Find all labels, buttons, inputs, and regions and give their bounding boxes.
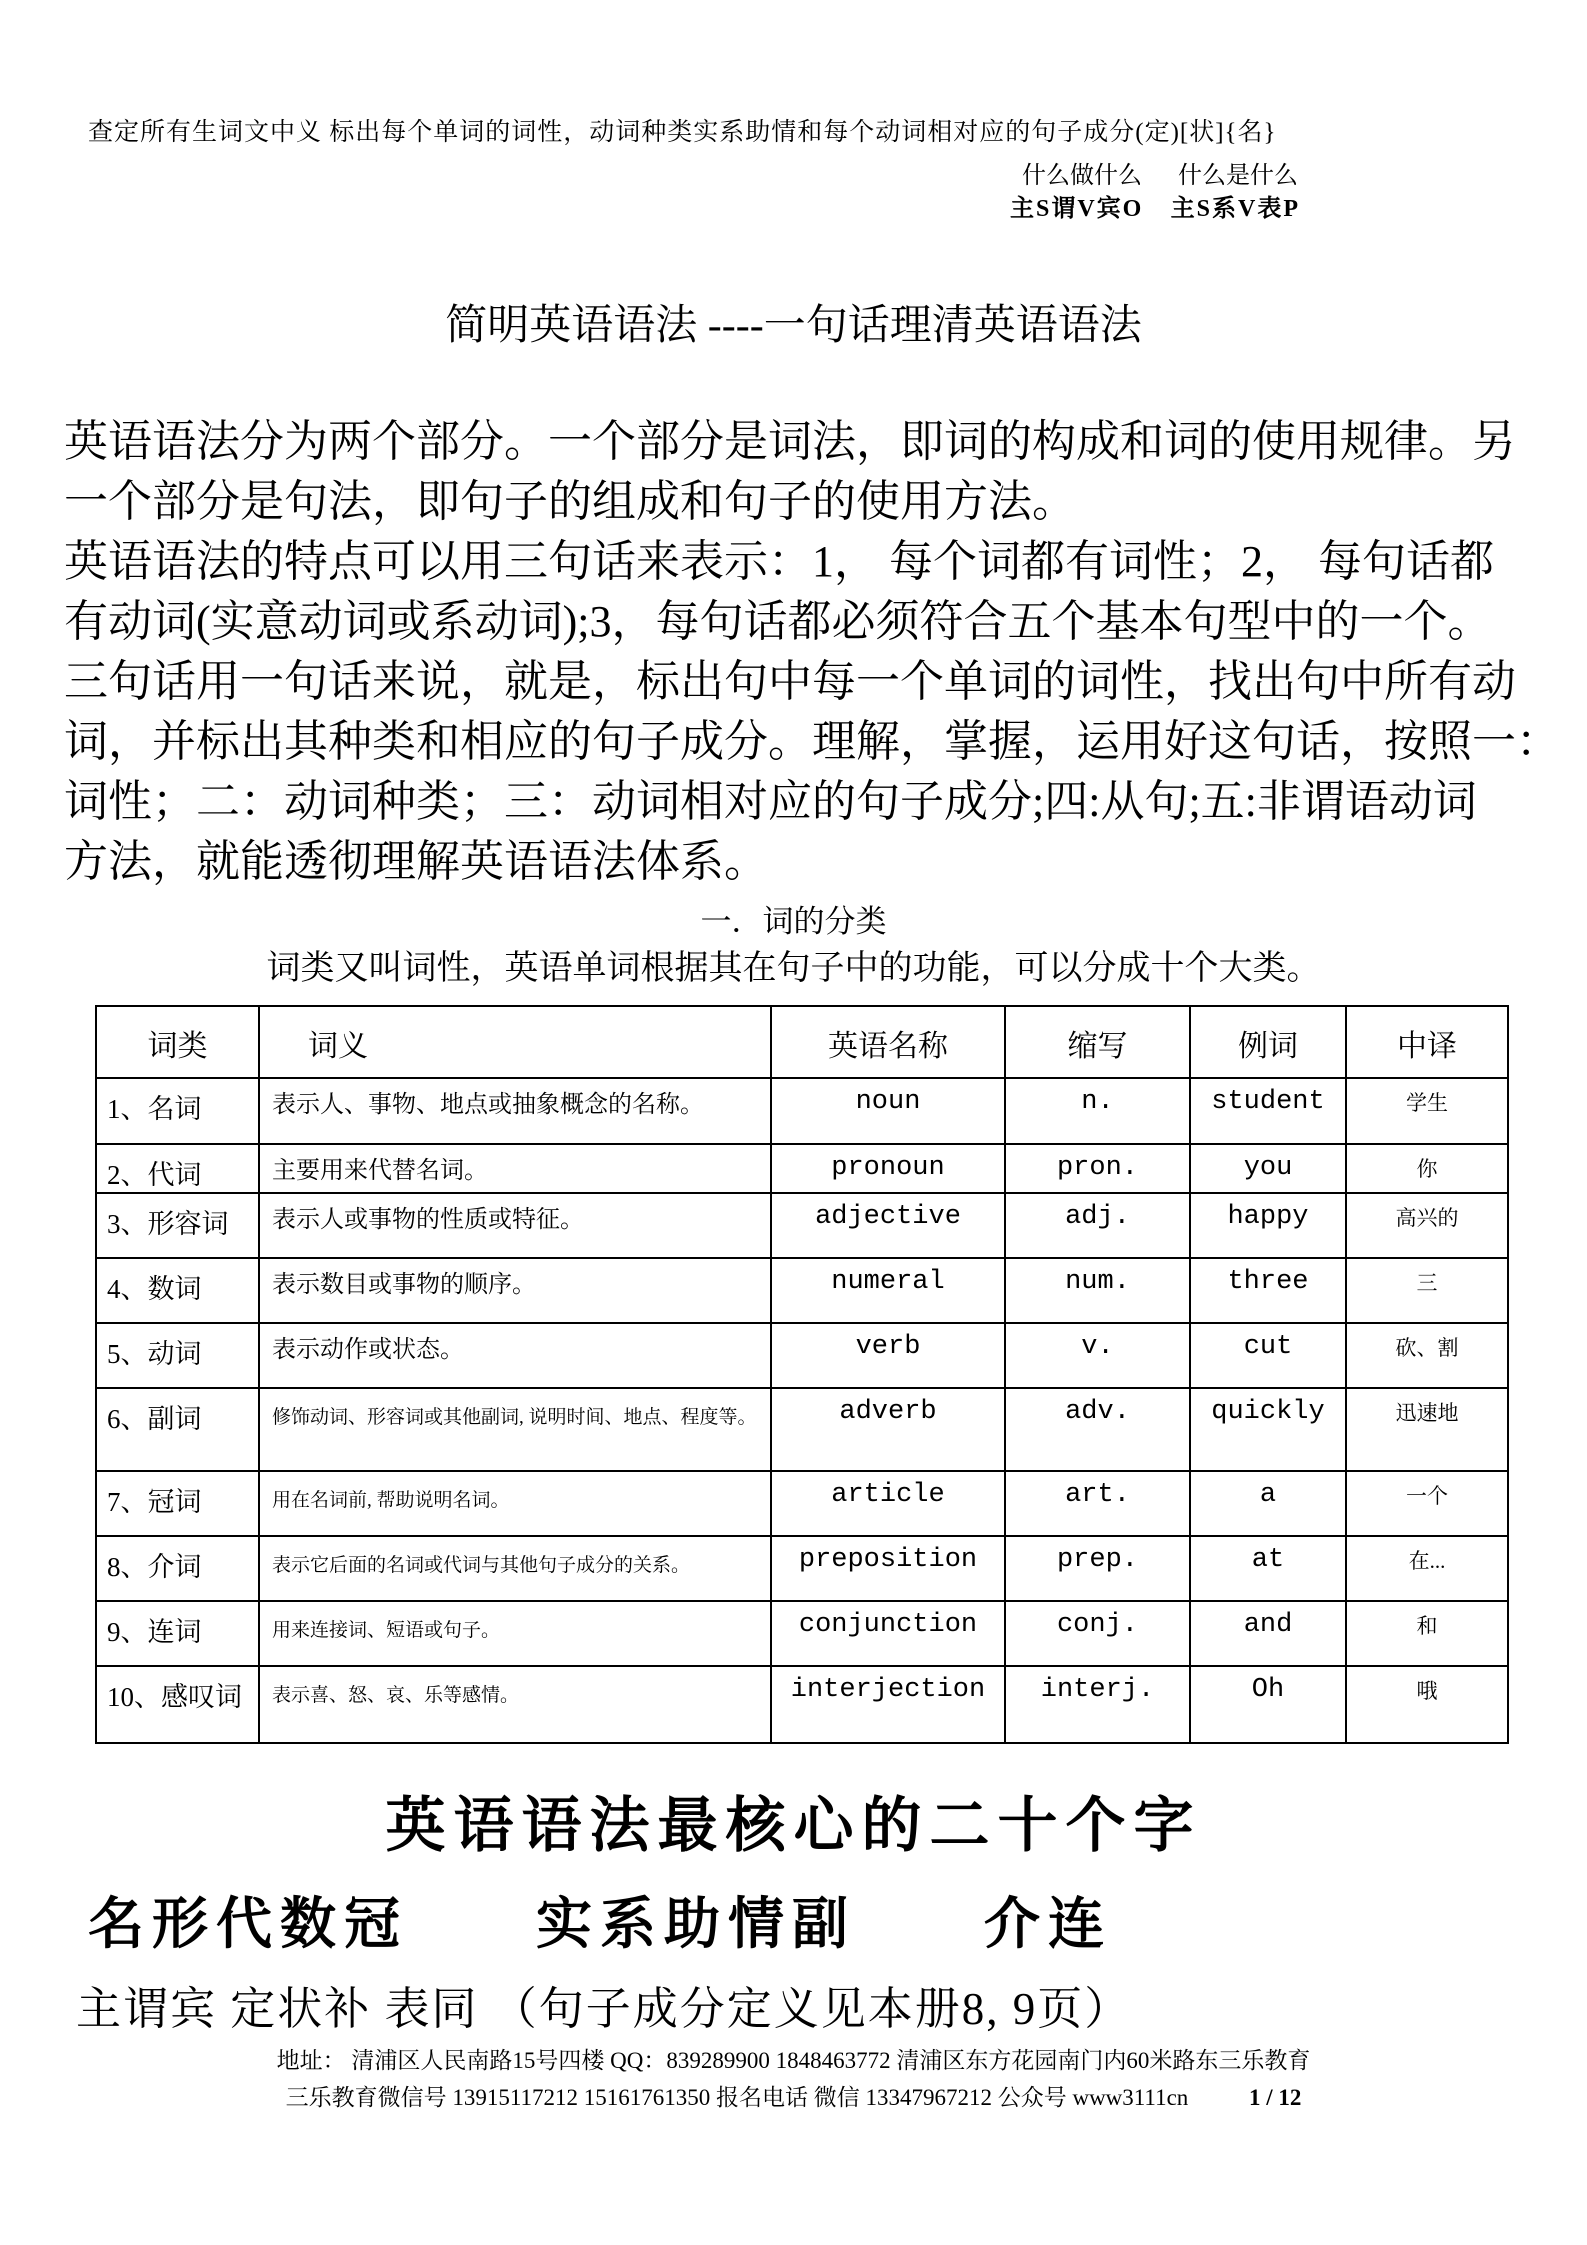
- col-header-meaning: 词义: [259, 1006, 771, 1078]
- cell-word-class: 1、名词: [96, 1078, 259, 1144]
- cell-word-class: 2、代词: [96, 1144, 259, 1193]
- footer-contact-text: 三乐教育微信号 13915117212 15161761350 报名电话 微信 13347967212 公众号 www3111cn: [285, 2085, 1189, 2110]
- cell-english-name: noun: [771, 1078, 1005, 1144]
- cell-translation: 砍、割: [1346, 1323, 1508, 1388]
- paragraph-line: 英语语法分为两个部分。一个部分是词法，即词的构成和词的使用规律。另: [64, 417, 1516, 466]
- footer-address-line: 地址： 清浦区人民南路15号四楼 QQ：839289900 1848463772 清浦区东方花园南门内60米路东三乐教育: [276, 2048, 1311, 2073]
- cell-english-name: interjection: [771, 1666, 1005, 1743]
- cell-abbreviation: adv.: [1005, 1388, 1190, 1471]
- cell-english-name: adjective: [771, 1193, 1005, 1258]
- cell-meaning: 修饰动词、形容词或其他副词, 说明时间、地点、程度等。: [259, 1388, 771, 1471]
- table-row: [96, 1536, 1508, 1601]
- annotation-what-does-what: 什么做什么: [1022, 163, 1142, 189]
- cell-abbreviation: conj.: [1005, 1601, 1190, 1666]
- cell-example: happy: [1190, 1193, 1346, 1258]
- table-row: [96, 1258, 1508, 1323]
- cell-translation: 哦: [1346, 1666, 1508, 1743]
- cell-abbreviation: pron.: [1005, 1144, 1190, 1193]
- col-header-word-class: 词类: [96, 1006, 259, 1078]
- cell-word-class: 4、数词: [96, 1258, 259, 1323]
- cell-english-name: pronoun: [771, 1144, 1005, 1193]
- cell-english-name: verb: [771, 1323, 1005, 1388]
- top-annotation-line3: [1010, 188, 1300, 223]
- section-subheading: 词类又叫词性，英语单词根据其在句子中的功能，可以分成十个大类。: [266, 950, 1321, 987]
- cell-abbreviation: prep.: [1005, 1536, 1190, 1601]
- paragraph-line: 词性；二：动词种类；三：动词相对应的句子成分;四:从句;五:非谓语动词: [64, 777, 1477, 826]
- cell-abbreviation: adj.: [1005, 1193, 1190, 1258]
- paragraph-line: 有动词(实意动词或系动词);3，每句话都必须符合五个基本句型中的一个。: [64, 597, 1492, 646]
- cell-translation: 你: [1346, 1144, 1508, 1193]
- intro-paragraph: [64, 412, 1560, 892]
- paragraph-line: 词，并标出其种类和相应的句子成分。理解，掌握，运用好这句话，按照一：: [64, 717, 1560, 766]
- cell-english-name: article: [771, 1471, 1005, 1536]
- annotation-what-is-what: 什么是什么: [1178, 163, 1298, 189]
- cell-meaning: 用在名词前, 帮助说明名词。: [259, 1471, 771, 1536]
- cell-abbreviation: n.: [1005, 1078, 1190, 1144]
- cell-abbreviation: interj.: [1005, 1666, 1190, 1743]
- cell-translation: 迅速地: [1346, 1388, 1508, 1471]
- cell-meaning: 表示数目或事物的顺序。: [259, 1258, 771, 1323]
- paragraph-line: 一个部分是句法，即句子的组成和句子的使用方法。: [64, 477, 1076, 526]
- table-row: [96, 1388, 1508, 1471]
- page-footer: [0, 2042, 1587, 2116]
- col-header-translation: 中译: [1346, 1006, 1508, 1078]
- cell-word-class: 6、副词: [96, 1388, 259, 1471]
- cell-meaning: 表示人或事物的性质或特征。: [259, 1193, 771, 1258]
- cell-translation: 三: [1346, 1258, 1508, 1323]
- cell-abbreviation: art.: [1005, 1471, 1190, 1536]
- cell-example: you: [1190, 1144, 1346, 1193]
- cell-abbreviation: v.: [1005, 1323, 1190, 1388]
- cell-translation: 和: [1346, 1601, 1508, 1666]
- core-twenty-words-line: 名形代数冠 实系助情副 介连: [88, 1894, 1112, 1956]
- table-row: [96, 1666, 1508, 1743]
- page-title: 简明英语语法 ----一句话理清英语语法: [445, 303, 1142, 349]
- cell-translation: 一个: [1346, 1471, 1508, 1536]
- cell-example: three: [1190, 1258, 1346, 1323]
- cell-meaning: 主要用来代替名词。: [259, 1144, 771, 1193]
- cell-word-class: 9、连词: [96, 1601, 259, 1666]
- cell-example: quickly: [1190, 1388, 1346, 1471]
- cell-word-class: 3、形容词: [96, 1193, 259, 1258]
- cell-example: a: [1190, 1471, 1346, 1536]
- cell-english-name: preposition: [771, 1536, 1005, 1601]
- cell-word-class: 7、冠词: [96, 1471, 259, 1536]
- cell-meaning: 表示动作或状态。: [259, 1323, 771, 1388]
- paragraph-line: 三句话用一句话来说，就是，标出句中每一个单词的词性，找出句中所有动: [64, 657, 1516, 706]
- paragraph-line: 方法，就能透彻理解英语语法体系。: [64, 837, 768, 886]
- cell-meaning: 用来连接词、短语或句子。: [259, 1601, 771, 1666]
- col-header-english-name: 英语名称: [771, 1006, 1005, 1078]
- cell-example: and: [1190, 1601, 1346, 1666]
- cell-english-name: adverb: [771, 1388, 1005, 1471]
- cell-meaning: 表示它后面的名词或代词与其他句子成分的关系。: [259, 1536, 771, 1601]
- cell-english-name: conjunction: [771, 1601, 1005, 1666]
- cell-word-class: 10、感叹词: [96, 1666, 259, 1743]
- annotation-svo: 主S谓V宾O: [1010, 196, 1144, 222]
- section-heading: 一．词的分类: [700, 904, 887, 939]
- cell-translation: 高兴的: [1346, 1193, 1508, 1258]
- table-row: [96, 1193, 1508, 1258]
- parts-of-speech-table: [95, 1005, 1509, 1744]
- table-row: [96, 1471, 1508, 1536]
- cell-example: Oh: [1190, 1666, 1346, 1743]
- cell-word-class: 8、介词: [96, 1536, 259, 1601]
- col-header-example: 例词: [1190, 1006, 1346, 1078]
- paragraph-line: 英语语法的特点可以用三句话来表示：1， 每个词都有词性；2， 每句话都: [64, 537, 1494, 586]
- col-header-abbreviation: 缩写: [1005, 1006, 1190, 1078]
- table-row: [96, 1601, 1508, 1666]
- page-number: 1 / 12: [1249, 2085, 1302, 2110]
- cell-translation: 学生: [1346, 1078, 1508, 1144]
- table-row: [96, 1144, 1508, 1193]
- annotation-svp: 主S系V表P: [1170, 196, 1300, 222]
- top-annotation-line1: 查定所有生词文中义 标出每个单词的词性，动词种类实系助情和每个动词相对应的句子成分(定)[状]{名}: [88, 119, 1277, 146]
- cell-example: cut: [1190, 1323, 1346, 1388]
- footer-contact-line: [0, 2079, 1587, 2116]
- sentence-elements-line: 主谓宾 定状补 表同 （句子成分定义见本册8, 9页）: [76, 1984, 1132, 2034]
- cell-english-name: numeral: [771, 1258, 1005, 1323]
- cell-abbreviation: num.: [1005, 1258, 1190, 1323]
- cell-translation: 在...: [1346, 1536, 1508, 1601]
- table-row: [96, 1078, 1508, 1144]
- cell-example: student: [1190, 1078, 1346, 1144]
- cell-word-class: 5、动词: [96, 1323, 259, 1388]
- cell-example: at: [1190, 1536, 1346, 1601]
- table-header-row: [96, 1006, 1508, 1078]
- table-row: [96, 1323, 1508, 1388]
- top-annotation-line2: [1022, 155, 1298, 190]
- cell-meaning: 表示喜、怒、哀、乐等感情。: [259, 1666, 771, 1743]
- core-twenty-title: 英语语法最核心的二十个字: [385, 1793, 1202, 1859]
- cell-meaning: 表示人、事物、地点或抽象概念的名称。: [259, 1078, 771, 1144]
